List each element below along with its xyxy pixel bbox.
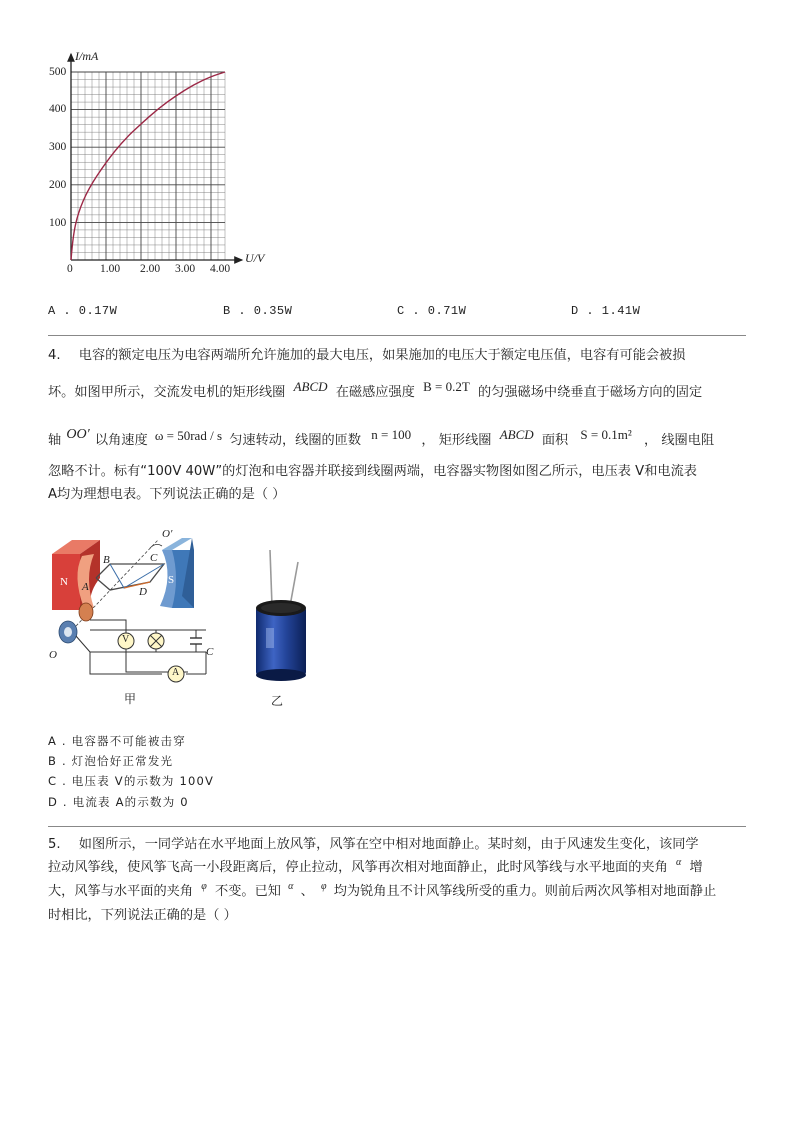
q3-option-c[interactable]: C . 0.71W	[397, 304, 467, 318]
q4-text: 以角速度	[94, 433, 148, 448]
q4-number: 4.	[48, 348, 61, 363]
label-s: S	[168, 574, 175, 586]
iu-graph	[30, 48, 280, 283]
q4-text: 轴	[48, 433, 62, 448]
generator-diagram	[46, 526, 226, 696]
math-alpha: α	[676, 857, 682, 868]
y-axis-label: I/mA	[75, 49, 99, 63]
figure-caption-jia: 甲	[124, 692, 137, 706]
q5-number: 5.	[48, 837, 61, 852]
q3-option-a[interactable]: A . 0.17W	[48, 304, 118, 318]
q4-text: 的匀强磁场中绕垂直于磁场方向的固定	[477, 385, 703, 400]
q5-text: 如图所示，一同学站在水平地面上放风筝，风筝在空中相对地面静止。某时刻，由于风速发生变化，该同学	[78, 837, 699, 852]
q5-text: 均为锐角且不计风筝线所受的重力。则前后两次风筝相对地面静止	[333, 884, 717, 899]
y-tick-label: 200	[49, 179, 67, 191]
q5-line-4: 时相比，下列说法正确的是（ ）	[48, 908, 237, 923]
q4-line-3	[48, 427, 715, 448]
figure-caption-yi: 乙	[271, 694, 284, 708]
q4-text: 在磁感应强度	[335, 385, 415, 400]
q4-text: ， 矩形线圈	[421, 433, 492, 448]
q3-option-d[interactable]: D . 1.41W	[571, 304, 641, 318]
math-abcd: ABCD	[499, 427, 534, 442]
q4-line-5: A均为理想电表。下列说法正确的是（ ）	[48, 487, 286, 502]
label-a: A	[82, 581, 89, 593]
math-turns: n = 100	[371, 427, 412, 442]
label-b: B	[103, 554, 110, 566]
q5-line-1	[48, 838, 699, 851]
divider	[48, 335, 746, 336]
q4-option-c[interactable]: C . 电压表 V的示数为 100V	[48, 774, 215, 788]
y-tick-label: 300	[49, 141, 67, 153]
math-area: S = 0.1m²	[580, 427, 632, 442]
q4-option-a[interactable]: A . 电容器不可能被击穿	[48, 734, 186, 748]
generator-diagram-svg	[46, 526, 226, 696]
x-tick-label: 1.00	[100, 263, 121, 275]
label-o-prime: O′	[162, 528, 173, 540]
capacitor-photo-svg	[240, 548, 320, 683]
capacitor-lead	[270, 550, 272, 606]
q5-text: 不变。已知	[215, 884, 281, 899]
math-abcd: ABCD	[293, 379, 328, 394]
q4-text: 面积	[541, 433, 569, 448]
capacitor-photo	[240, 548, 320, 683]
math-phi: φ	[321, 881, 327, 892]
grid-minor	[71, 72, 225, 260]
iu-graph-svg	[30, 48, 280, 283]
label-capacitor: C	[206, 646, 214, 658]
q5-line-2	[48, 857, 703, 875]
q5-text: 大，风筝与水平面的夹角	[48, 884, 194, 899]
q4-option-d[interactable]: D . 电流表 A的示数为 0	[48, 795, 189, 809]
q4-line-2	[48, 379, 703, 400]
q4-line-1	[48, 349, 685, 362]
label-c: C	[150, 552, 158, 564]
y-tick-label: 400	[49, 103, 67, 115]
q4-line-4: 忽略不计。标有“100V 40W”的灯泡和电容器并联接到线圈两端，电容器实物图如图乙所示，电压表 V和电流表	[48, 464, 697, 479]
slip-ring	[79, 603, 93, 621]
label-voltmeter: V	[122, 634, 130, 645]
capacitor-body	[256, 606, 306, 676]
math-b-field: B = 0.2T	[423, 379, 470, 394]
y-tick-label: 100	[49, 217, 67, 229]
x-tick-label: 4.00	[210, 263, 231, 275]
q5-text: 、	[300, 884, 314, 899]
x-tick-label: 2.00	[140, 263, 161, 275]
math-omega: ω = 50rad / s	[154, 428, 223, 443]
q5-text: 增	[689, 860, 703, 875]
q3-option-b[interactable]: B . 0.35W	[223, 304, 293, 318]
q4-text: 电容的额定电压为电容两端所允许施加的最大电压，如果施加的电压大于额定电压值，电容有可能会被损	[78, 348, 686, 363]
label-o: O	[49, 649, 57, 661]
x-tick-label: 3.00	[175, 263, 196, 275]
y-tick-label: 500	[49, 66, 67, 78]
q4-text: ， 线圈电阻	[643, 433, 715, 448]
label-ammeter: A	[172, 667, 180, 678]
q4-text: 坏。如图甲所示，交流发电机的矩形线圈	[48, 385, 286, 400]
capacitor-lead	[290, 562, 298, 606]
divider	[48, 826, 746, 827]
q5-line-3	[48, 881, 717, 899]
math-alpha: α	[288, 881, 294, 892]
q4-text: 匀速转动，线圈的匝数	[229, 433, 362, 448]
label-d: D	[139, 586, 147, 598]
math-axis-oo: OO′	[66, 427, 90, 442]
q5-text: 拉动风筝线，使风筝飞高一小段距离后，停止拉动，风筝再次相对地面静止，此时风筝线与水平地面的夹角	[48, 860, 668, 875]
circuit-wire	[90, 620, 188, 672]
origin-label: 0	[67, 263, 73, 275]
math-phi: φ	[201, 881, 207, 892]
label-n: N	[60, 576, 68, 588]
q4-option-b[interactable]: B . 灯泡恰好正常发光	[48, 754, 174, 768]
x-axis-label: U/V	[245, 251, 265, 265]
